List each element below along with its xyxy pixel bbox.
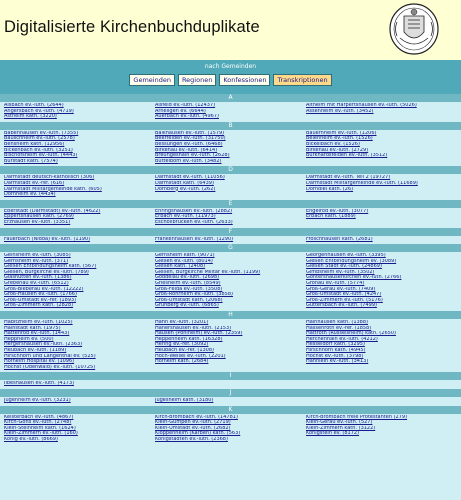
parish-link [306,220,457,226]
parish-link[interactable]: Heubach ev.-ref. (1308) [154,348,214,353]
parish-link[interactable]: Klein-Steinheim kath. (1624) [4,425,76,431]
letter-heading: J [0,389,461,397]
parish-link[interactable]: Dornheim ev. (4434) [4,192,56,198]
parish-link[interactable]: Jugesheim kath. (3180) [154,397,214,403]
parish-link[interactable]: Groß-Bieberau ev.-luth. (12222) [4,286,84,292]
parish-link[interactable]: Heubach ev.-luth. (1189) [4,348,67,353]
letter-section-h [0,311,461,372]
parish-link [306,365,457,371]
parish-link[interactable]: Arheilgen ev. (6644) [154,108,206,114]
tab-gemeinden[interactable]: Gemeinden [129,74,175,86]
parish-link[interactable]: Hirschhorn kath. (4945) [305,348,366,353]
parish-link [155,192,306,198]
parish-link[interactable]: Froschhausen kath. (2681) [305,236,373,242]
parish-link[interactable]: Heppenheim kath. (16328) [154,336,223,342]
parish-link[interactable]: Gießen, Burgkirche ev.-luth. (789) [4,269,89,275]
parish-link[interactable]: Gernsheim ev.-luth. (371) [4,258,69,264]
parish-link[interactable]: Assenheim ev.-luth. (3452) [305,108,374,114]
parish-link[interactable]: Gießen ev.-luth. (8014) [154,258,213,264]
parish-link[interactable]: Gießen Entbindungsheim kath. (567) [4,264,97,270]
parish-link[interactable]: Groß-Zimmern ev.-luth. (5176) [305,297,383,303]
tab-transkriptionen[interactable]: Transkriptionen [273,74,331,86]
parish-link[interactable]: Dorndiel kath. (26) [305,186,354,192]
parish-link[interactable]: Kirch-Brombach freie Protestanten (279) [305,414,408,420]
parish-link[interactable]: Hähnlein ev.-luth. (3413) [305,359,369,365]
parish-link[interactable]: Geinsheim ev.-luth. (3085) [4,253,71,259]
parish-link[interactable]: Bessungen ev.-luth. (6468) [154,141,223,147]
table-row [4,192,457,198]
parish-link[interactable]: Kirch-Brombach ev.-luth. (14781) [154,414,238,420]
parish-link[interactable]: Altheim mit Harpertshausen ev.-luth. (5026) [305,103,417,108]
parish-link[interactable]: Gronau ev.-luth. (5774) [305,281,365,287]
parish-link[interactable]: Hainstadt kath. (1975) [4,325,61,331]
parish-link[interactable]: Balkhausen ev.-luth. (1579) [154,130,225,136]
parish-link[interactable]: Klein-Gerau ev.-luth. (527) [305,420,373,426]
parish-link[interactable]: Bickelbach ev. (1526) [305,141,360,147]
parish-link[interactable]: Darmstadt ev.-luth. (11056) [154,175,225,181]
parish-link[interactable]: Bischofsheim ev.-luth. (4443) [4,153,78,159]
parish-link[interactable]: Gernsheim kath. (9071) [154,253,215,259]
table-row [4,220,457,226]
table-row [4,303,457,309]
parish-link[interactable]: Hesseldorf kath. (3295) [305,342,365,348]
letter-section-d [0,166,461,199]
parish-link[interactable]: Babenhausen ev.-luth. (7355) [4,130,79,136]
parish-link[interactable]: Bauschheim ev.-luth. (2578) [4,136,75,142]
parish-link[interactable]: Hergershausen ev.-luth. (2363) [4,342,83,348]
parish-link[interactable]: Hattenrod ev.-luth. (1443) [4,331,70,337]
parish-link[interactable]: Ehringshausen ev.-luth. (2882) [154,208,233,214]
letter-heading: K [0,406,461,414]
parish-link[interactable]: Kirch-Göns ev.-luth. (2748) [4,420,72,426]
parish-link [155,381,306,387]
tab-konfessionen[interactable]: Konfessionen [219,74,270,86]
parish-link[interactable]: Georgenhausen ev.-luth. (3395) [305,253,386,259]
parish-link[interactable]: Groß-Umstadt ev.-luth. (4247) [305,292,382,298]
letter-heading: E [0,200,461,208]
parish-link[interactable]: Eberstadt (Darmstadt) ev.-luth. (4622) [4,208,101,214]
parish-link [306,437,457,443]
parish-link[interactable]: Güttersbach ev.-luth. (7499) [305,303,377,309]
parish-link[interactable]: Klein-Umstadt ev.-luth. (2682) [154,425,231,431]
parish-link[interactable]: Heppheim ev. (500) [4,336,54,342]
parish-link[interactable]: Engelrod ev.-luth. (3077) [305,208,369,214]
parish-link[interactable]: Klein-Zimmern ev.-luth. (160) [4,431,78,437]
parish-link[interactable]: Hainhausen kath. (1388) [305,320,368,326]
parish-link[interactable]: Grünberg ev.-luth. (6865) [154,303,219,309]
parish-link[interactable]: Bensheim kath. (12956) [4,141,65,147]
parish-link[interactable]: Erbach kath. (1889) [305,214,356,220]
table-row [4,381,457,387]
parish-link[interactable]: Hattroth (Rüsselsheim) kath. (2650) [305,331,396,337]
parish-link[interactable]: Birkenau ev.-luth. (6414) [154,147,218,153]
parish-link[interactable]: Darmstadt Militärgemeinde ev.-luth. (11689) [305,180,418,186]
parish-link[interactable]: Klein-Zimmern kath. (3122) [305,425,376,431]
letter-section-k [0,406,461,445]
parish-link[interactable]: Hahn ev.-luth. (3201) [154,320,209,326]
parish-link[interactable]: Darmstadt ev.-luth. Teil 2 (19727) [305,175,391,181]
parish-link[interactable]: Groß-Rohrheim ev.-luth. (3858) [154,292,233,298]
parish-link[interactable]: Hoch-Weisel ev.-luth. (2201) [154,353,226,359]
parish-link[interactable]: Astheim kath. (3220) [4,114,57,120]
letter-heading: G [0,244,461,252]
table-row [4,114,457,120]
parish-link[interactable]: Burkhardsfelden ev.-luth. (3512) [305,153,388,159]
letter-section-g [0,244,461,311]
table-row [4,398,457,404]
parish-link[interactable]: Groß-Gerau ev.-luth. (7409) [305,286,376,292]
letter-section-b [0,122,461,167]
parish-link[interactable]: Kelsterbach ev.-luth. (4867) [4,414,74,420]
nav-tabs [0,74,461,86]
parish-link[interactable]: Groß-Zimmern kath. (2828) [4,303,74,309]
parish-link[interactable]: Gimbsheim ev.-luth. (3502) [305,269,375,275]
parish-link[interactable]: Hanershausen ev.-luth. (2153) [154,325,232,331]
letter-section-a [0,94,461,122]
parish-link [155,365,306,371]
parish-link [306,159,457,165]
site-title: Digitalisierte Kirchenbuchduplikate [4,18,260,36]
parish-link[interactable]: Höchst ev.-luth. (3798) [305,353,364,359]
coat-of-arms-seal-icon [388,2,440,56]
parish-link[interactable]: Gießen kath. (2408) [154,264,206,270]
parish-link[interactable]: Griesheim ev.-luth. (8549) [154,281,221,287]
parish-link[interactable]: Erbach ev.-luth. (11973) [154,214,216,220]
parish-link[interactable]: Beienheim ev.-luth. (1526) [305,136,373,142]
parish-link[interactable]: Angersbach ev.-luth. (4719) [4,108,74,114]
parish-link[interactable]: Eppertshausen kath. (2769) [4,214,74,220]
parish-link[interactable]: Jugenheim ev.-luth. (3231) [4,397,71,403]
parish-link[interactable]: Büttelborn ev.-luth. (3482) [154,158,222,164]
page-header [0,0,461,60]
table-row [4,159,457,165]
parish-link[interactable]: Kloppenheim (Karben) kath. (563) [154,431,241,437]
parish-link[interactable]: König ev.-luth. (8669) [4,436,58,442]
parish-link[interactable]: Hofheim kath. (2684) [154,359,209,365]
parish-link[interactable]: Hausen (Pohlheim) ev.-luth. (2359) [154,331,243,337]
parish-link[interactable]: Frankenhausen ev.-luth. (1290) [154,236,234,242]
letter-section-f [0,228,461,245]
parish-link[interactable]: Darmstadt ev.-ref. (616) [4,180,65,186]
parish-link[interactable]: Glashütten ev.-luth. (1386) [4,275,72,281]
parish-link [306,114,457,120]
parish-link[interactable]: Habitzheim ev.-luth. (1025) [4,320,73,326]
parish-link[interactable]: Klein-Gumpen ev.-luth. (2719) [154,420,231,426]
parish-link [306,192,457,198]
parish-link[interactable]: Beerfelden ev.-luth. (31750) [154,136,226,142]
parish-link[interactable]: Bickenbach ev.-luth. (3251) [4,147,73,153]
parish-link[interactable]: Gießen Entbindungsheim ev. (3089) [305,258,397,264]
parish-link[interactable]: Dornberg ev.-luth. (262) [154,186,216,192]
table-row [4,437,457,443]
parish-link[interactable]: Gießen, Burgkirche Militär ev.-luth. (1199) [154,269,261,275]
parish-link[interactable]: Groß-Umstadt kath. (2068) [154,297,223,303]
parish-link[interactable]: Auerbach ev.-luth. (4967) [154,114,219,120]
parish-link[interactable]: Breungeshain ev.-luth. (2628) [154,153,230,159]
parish-link[interactable]: Goddelau ev.-luth. (2698) [154,275,220,281]
parish-link[interactable]: Königstädten ev.-luth. (2368) [154,436,228,442]
parish-link[interactable]: Gontershäuserkirchen ev.-luth. (2766) [305,275,402,281]
parish-link[interactable]: Bürstadt kath. (7574) [4,158,58,164]
nav-title: nach Gemeinden [204,63,257,70]
parish-link[interactable]: Alsfeld ev.-luth. (12437) [154,103,216,108]
parish-link[interactable]: Hassenroth ev.-ref. (1858) [305,325,372,331]
letter-section-j [0,389,461,406]
parish-link[interactable]: Groß-Umstadt ev.-ref. (1893) [4,297,77,303]
parish-link[interactable]: Darmstadt kath. (6439) [154,180,214,186]
parish-index [0,94,461,500]
parish-link[interactable]: Groß-Hausen ev.-luth. (1766) [4,292,77,298]
letter-section-i [0,372,461,389]
parish-link[interactable]: Ilbeshausen ev.-luth. (4173) [4,381,75,387]
tab-regionen[interactable]: Regionen [178,74,216,86]
parish-link[interactable]: Hering ev.-ref. (3092) [154,342,209,348]
navigation-bar [0,60,461,94]
table-row [4,365,457,371]
parish-link[interactable]: Eschollbrücken ev.-luth. (2633) [154,219,233,225]
parish-link [306,381,457,387]
parish-link[interactable]: Hirschhorn und Langenthal ev. (525) [4,353,96,359]
parish-link[interactable]: Alsbach ev.-luth. (2644) [4,103,64,108]
parish-link[interactable]: Groß-Felda ev.-luth. (3508) [154,286,223,292]
parish-link [306,398,457,404]
parish-link[interactable]: Bauernheim ev.-luth. (1206) [305,130,377,136]
parish-link[interactable]: Darmstadt deutsch-katholisch (306) [4,175,95,181]
letter-heading: I [0,372,461,380]
parish-link[interactable]: Königstein ev. (8172) [305,431,360,437]
parish-link[interactable]: Höchst (Odenwald) ev.-luth. (10725) [4,364,96,370]
parish-link[interactable]: Fauerbach (Nidda) ev.-luth. (1190) [4,236,91,242]
parish-link[interactable]: Birkenau ev.-luth. (2729) [305,147,369,153]
letter-heading: D [0,166,461,174]
parish-link[interactable]: Hofheim Hospital ev. (1096) [4,359,75,365]
table-row [4,237,457,243]
parish-link[interactable]: Darmstadt Militärgemeinde kath. (605) [4,186,102,192]
letter-section-e [0,200,461,228]
parish-link[interactable]: Gießen Stadt ev.-luth. (24869) [305,264,382,270]
letter-heading: B [0,122,461,130]
parish-link[interactable]: Grebenau ev.-luth. (6512) [4,281,69,287]
letter-heading: H [0,311,461,319]
parish-link[interactable]: Herchenhain ev.-luth. (4212) [305,336,378,342]
parish-link[interactable]: Erzhausen ev.-luth. (3351) [4,219,71,225]
letter-heading: F [0,228,461,236]
letter-heading: A [0,94,461,102]
